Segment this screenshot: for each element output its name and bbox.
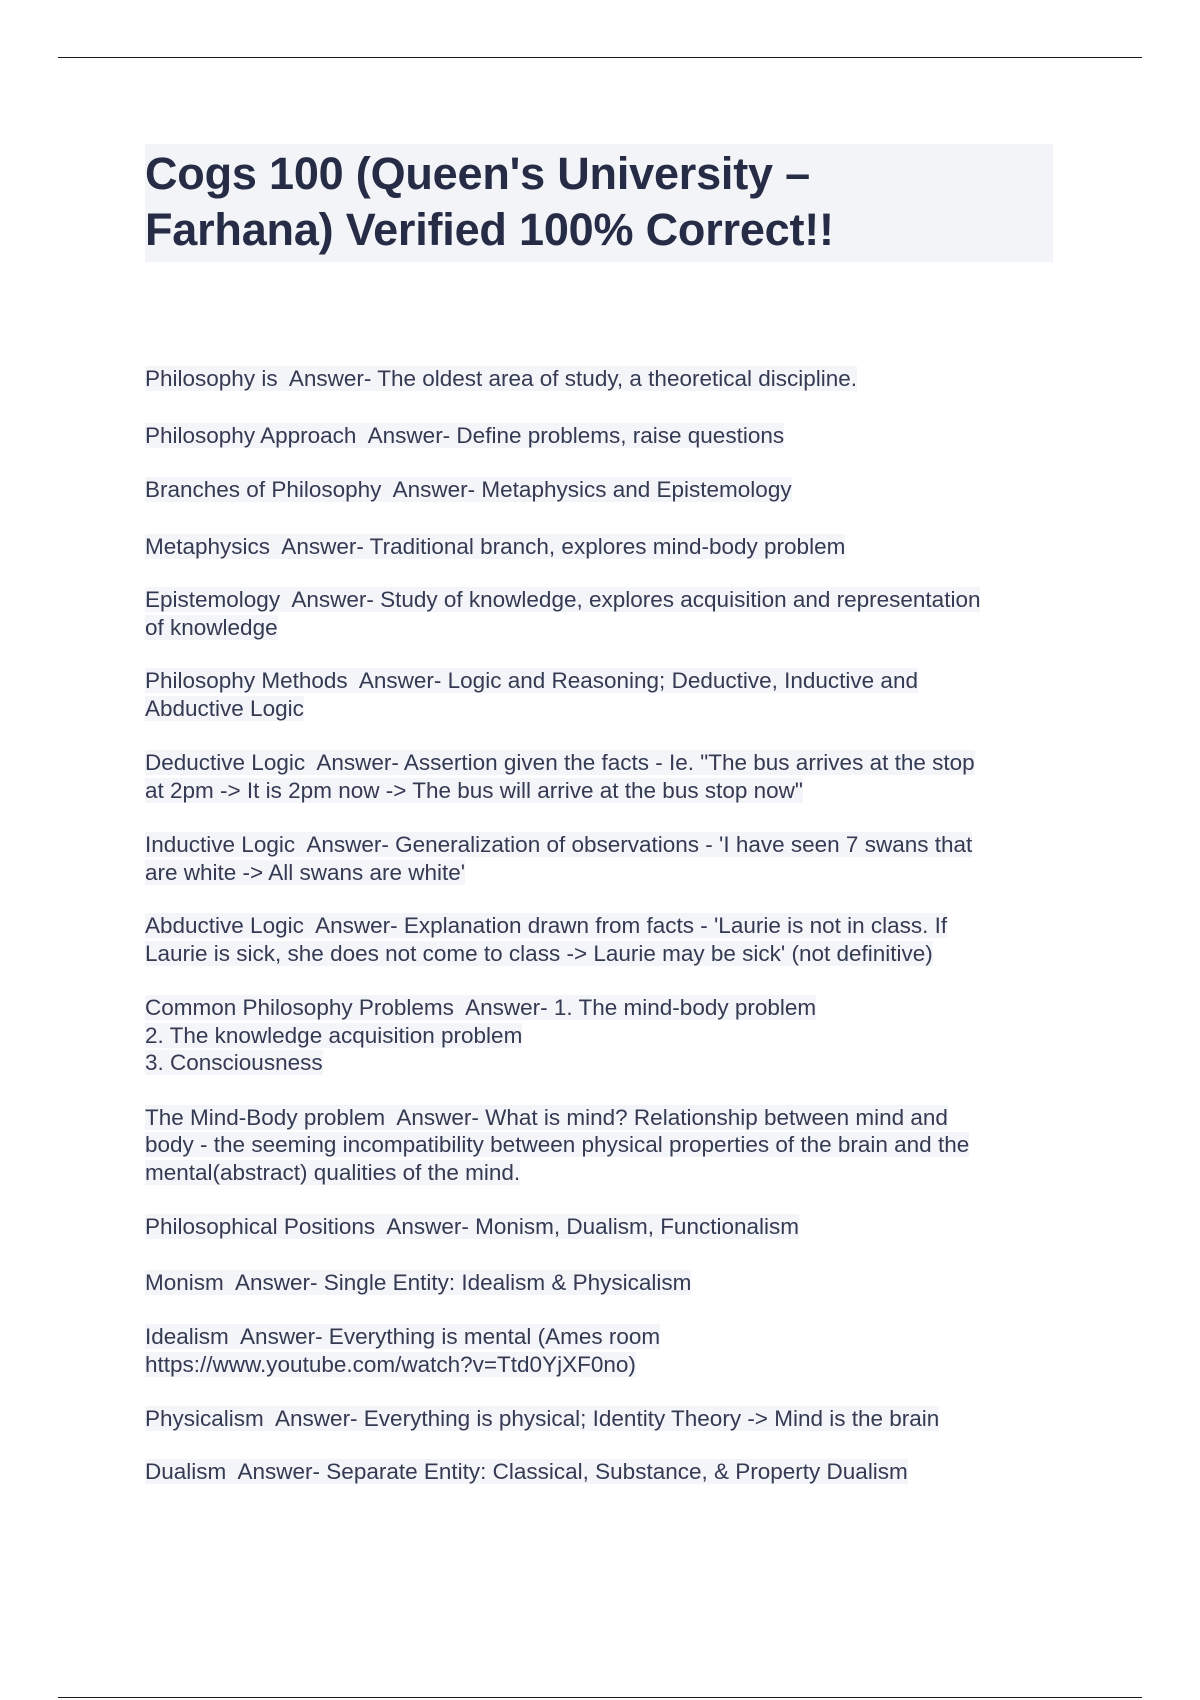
qa-item (145, 667, 1065, 722)
qa-line: The Mind-Body problem Answer- What is mind? Relationship between mind and (145, 1104, 948, 1130)
qa-line: Abductive Logic Answer- Explanation drawn from facts - 'Laurie is not in class. If (145, 913, 948, 938)
qa-item (145, 1269, 1065, 1297)
qa-item (145, 1405, 1065, 1433)
qa-line: 2. The knowledge acquisition problem (145, 1022, 523, 1048)
qa-item (145, 1458, 1065, 1486)
qa-item (145, 365, 1065, 393)
qa-item (145, 586, 1065, 641)
qa-line: 3. Consciousness (145, 1050, 323, 1075)
qa-line: are white -> All swans are white' (145, 859, 466, 885)
qa-line: Inductive Logic Answer- Generalization of observations - 'I have seen 7 swans that (145, 832, 973, 857)
title-line-2: Farhana) Verified 100% Correct!! (145, 204, 834, 255)
qa-item (145, 1213, 1065, 1241)
qa-line: https://www.youtube.com/watch?v=Ttd0YjXF0no) (145, 1351, 636, 1377)
header-rule (58, 57, 1142, 58)
footer-rule (58, 1697, 1142, 1698)
qa-item (145, 422, 1065, 450)
qa-line: Idealism Answer- Everything is mental (Ames room (145, 1324, 661, 1349)
question-answer-list (145, 365, 1065, 1485)
qa-line: Physicalism Answer- Everything is physical; Identity Theory -> Mind is the brain (145, 1406, 940, 1431)
qa-item (145, 994, 1065, 1077)
qa-line: Philosophical Positions Answer- Monism, Dualism, Functionalism (145, 1214, 799, 1239)
qa-line: Philosophy is Answer- The oldest area of study, a theoretical discipline. (145, 366, 858, 391)
qa-line: Common Philosophy Problems Answer- 1. The mind-body problem (145, 995, 817, 1020)
qa-line: Epistemology Answer- Study of knowledge, explores acquisition and representation (145, 587, 981, 612)
qa-item (145, 476, 1065, 504)
document-title (145, 146, 1053, 258)
qa-item (145, 912, 1065, 967)
qa-line: Branches of Philosophy Answer- Metaphysics and Epistemology (145, 477, 792, 502)
qa-line: Philosophy Methods Answer- Logic and Reasoning; Deductive, Inductive and (145, 668, 918, 693)
qa-item (145, 1323, 1065, 1378)
qa-line: Metaphysics Answer- Traditional branch, explores mind-body problem (145, 533, 846, 559)
title-line-1: Cogs 100 (Queen's University – (145, 148, 810, 199)
qa-line: mental(abstract) qualities of the mind. (145, 1159, 521, 1185)
qa-line: Laurie is sick, she does not come to class -> Laurie may be sick' (not definitive) (145, 940, 933, 966)
qa-item (145, 831, 1065, 886)
document-title-block (145, 144, 1053, 262)
qa-line: Dualism Answer- Separate Entity: Classical, Substance, & Property Dualism (145, 1458, 908, 1484)
qa-line: Abductive Logic (145, 695, 304, 721)
qa-item (145, 749, 1065, 804)
qa-line: Monism Answer- Single Entity: Idealism & Physicalism (145, 1269, 692, 1295)
qa-line: Deductive Logic Answer- Assertion given the facts - Ie. "The bus arrives at the stop (145, 750, 975, 775)
qa-line: Philosophy Approach Answer- Define problems, raise questions (145, 422, 785, 448)
qa-item (145, 533, 1065, 561)
qa-line: of knowledge (145, 614, 278, 640)
qa-item (145, 1104, 1065, 1187)
qa-line: at 2pm -> It is 2pm now -> The bus will arrive at the bus stop now" (145, 777, 803, 803)
qa-line: body - the seeming incompatibility between physical properties of the brain and the (145, 1132, 970, 1157)
